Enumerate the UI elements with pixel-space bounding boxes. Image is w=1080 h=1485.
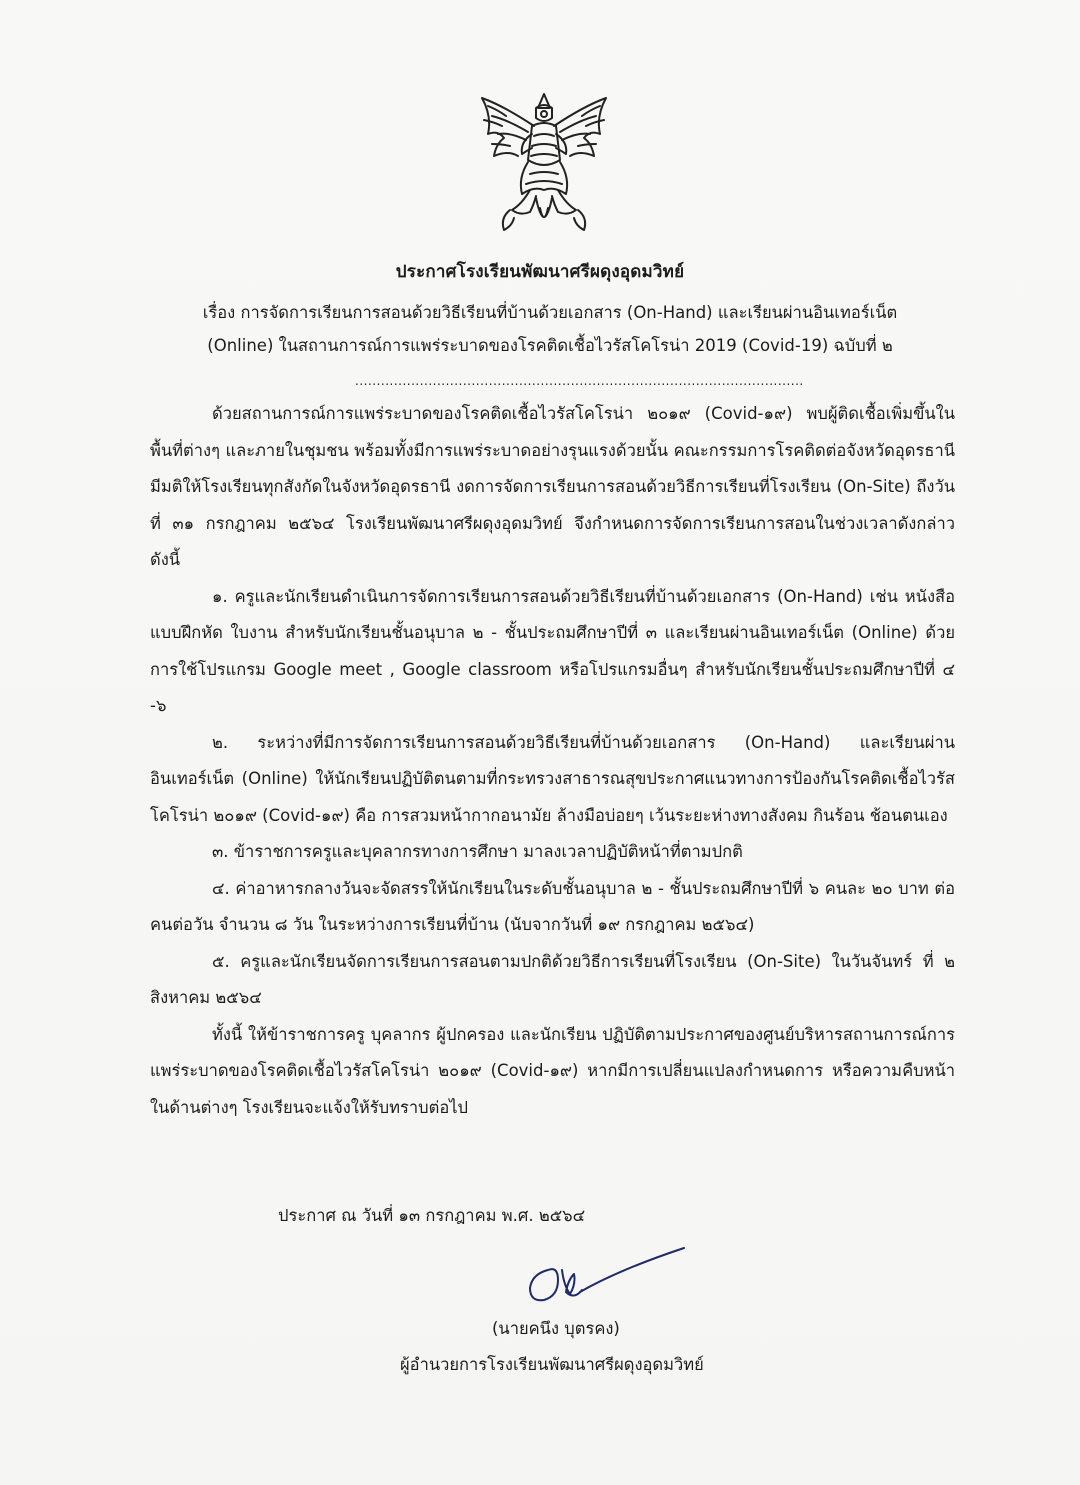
announcement-body <box>150 396 955 1126</box>
intro-paragraph: ด้วยสถานการณ์การแพร่ระบาดของโรคติดเชื้อไวรัสโคโรน่า ๒๐๑๙ (Covid-๑๙) พบผู้ติดเชื้อเพิ่มขึ้นในพื้นที่ต่างๆ และภายในชุมชน พร้อมทั้งมีการแพร่ระบาดอย่างรุนแรงด้วยนั้น คณะกรรมการโรคติดต่อจังหวัดอุดรธานี มีมติให้โรงเรียนทุกสังกัดในจังหวัดอุดรธานี งดการจัดการเรียนการสอนด้วยวิธีการเรียนที่โรงเรียน (On-Site) ถึงวันที่ ๓๑ กรกฎาคม ๒๕๖๔ โรงเรียนพัฒนาศรีผดุงอุดมวิทย์ จึงกำหนดการจัดการเรียนการสอนในช่วงเวลาดังกล่าว ดังนี้ <box>150 404 955 569</box>
announcement-title: ประกาศโรงเรียนพัฒนาศรีผดุงอุดมวิทย์ <box>395 262 685 282</box>
subject-line-2: (Online) ในสถานการณ์การแพร่ระบาดของโรคติดเชื้อไวรัสโคโรน่า 2019 (Covid-19) ฉบับที่ ๒ <box>207 336 893 355</box>
separator-line: ........................................................................................................ <box>355 374 804 388</box>
item-5-paragraph: ๕. ครูและนักเรียนจัดการเรียนการสอนตามปกติด้วยวิธีการเรียนที่โรงเรียน (On-Site) ในวันจันทร์ ที่ ๒ สิงหาคม ๒๕๖๔ <box>150 951 955 1007</box>
signer-position: ผู้อำนวยการโรงเรียนพัฒนาศรีผดุงอุดมวิทย์ <box>400 1355 704 1374</box>
garuda-emblem-icon <box>474 86 614 244</box>
item-2-paragraph: ๒. ระหว่างที่มีการจัดการเรียนการสอนด้วยวิธีเรียนที่บ้านด้วยเอกสาร (On-Hand) และเรียนผ่านอินเทอร์เน็ต (Online) ให้นักเรียนปฏิบัติตนตามที่กระทรวงสาธารณสุขประกาศแนวทางการป้องกันโรคติดเชื้อไวรัสโคโรน่า ๒๐๑๙ (Covid-๑๙) คือ การสวมหน้ากากอนามัย ล้างมือบ่อยๆ เว้นระยะห่างทางสังคม กินร้อน ช้อนตนเอง <box>150 732 955 825</box>
announcement-date: ประกาศ ณ วันที่ ๑๓ กรกฎาคม พ.ศ. ๒๕๖๔ <box>278 1206 586 1225</box>
subject-line-1: เรื่อง การจัดการเรียนการสอนด้วยวิธีเรียนที่บ้านด้วยเอกสาร (On-Hand) และเรียนผ่านอินเทอร์เน็ต <box>202 303 898 322</box>
closing-paragraph: ทั้งนี้ ให้ข้าราชการครู บุคลากร ผู้ปกครอง และนักเรียน ปฏิบัติตามประกาศของศูนย์บริหารสถานการณ์การแพร่ระบาดของโรคติดเชื้อไวรัสโคโรน่า ๒๐๑๙ (Covid-๑๙) หากมีการเปลี่ยนแปลงกำหนดการ หรือความคืบหน้าในด้านต่างๆ โรงเรียนจะแจ้งให้รับทราบต่อไป <box>150 1024 955 1117</box>
announcement-subject <box>150 296 950 362</box>
item-1-paragraph: ๑. ครูและนักเรียนดำเนินการจัดการเรียนการสอนด้วยวิธีเรียนที่บ้านด้วยเอกสาร (On-Hand) เช่น หนังสือ แบบฝึกหัด ใบงาน สำหรับนักเรียนชั้นอนุบาล ๒ - ชั้นประถมศึกษาปีที่ ๓ และเรียนผ่านอินเทอร์เน็ต (Online) ด้วยการใช้โปรแกรม Google meet , Google classroom หรือโปรแกรมอื่นๆ สำหรับนักเรียนชั้นประถมศึกษาปีที่ ๔ -๖ <box>150 586 955 715</box>
signer-name: (นายคนึง บุตรคง) <box>492 1319 620 1338</box>
signature-image <box>518 1240 698 1320</box>
item-4-paragraph: ๔. ค่าอาหารกลางวันจะจัดสรรให้นักเรียนในระดับชั้นอนุบาล ๒ - ชั้นประถมศึกษาปีที่ ๖ คนละ ๒๐ บาท ต่อคนต่อวัน จำนวน ๘ วัน ในระหว่างการเรียนที่บ้าน (นับจากวันที่ ๑๙ กรกฎาคม ๒๕๖๔) <box>150 878 955 934</box>
item-3-paragraph: ๓. ข้าราชการครูและบุคลากรทางการศึกษา มาลงเวลาปฏิบัติหน้าที่ตามปกติ <box>212 842 743 861</box>
